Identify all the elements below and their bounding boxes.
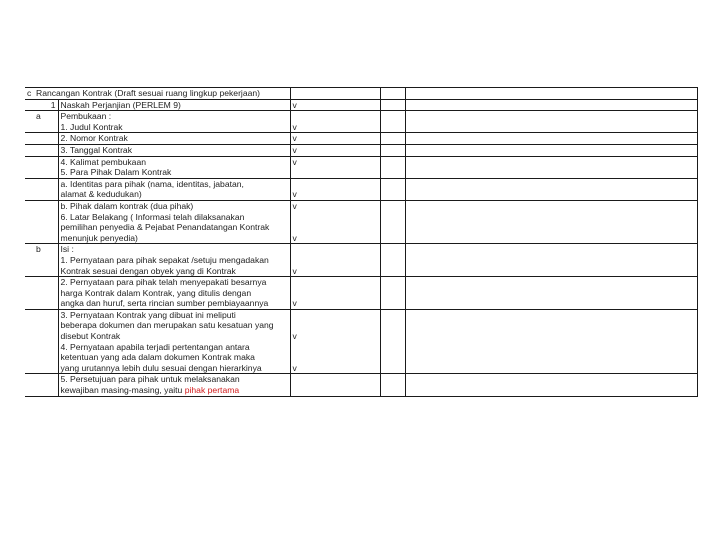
check-mark: v [290, 133, 380, 145]
row-text: 2. Pernyataan para pihak telah menyepakati besarnya harga Kontrak dalam Kontrak, yang ditulis dengan angka dan huruf, serta rincian sumber pembiayaannya [58, 277, 290, 310]
row-text: a. Identitas para pihak (nama, identitas, jabatan, alamat & kedudukan) [58, 178, 290, 200]
table-row [25, 99, 697, 111]
check-mark [290, 374, 380, 396]
table-row [25, 156, 697, 178]
row-text: Naskah Perjanjian (PERLEM 9) [58, 99, 290, 111]
section-title: Rancangan Kontrak (Draft sesuai ruang lingkup pekerjaan) [34, 88, 290, 100]
row-text: b. Pihak dalam kontrak (dua pihak) 6. Latar Belakang ( Informasi telah dilaksanakan pemilihan penyedia & Pejabat Penandatangan Kontrak menunjuk penyedia) [58, 200, 290, 243]
highlighted-text: pihak pertama [184, 385, 240, 396]
section-header-row [25, 88, 697, 100]
table-row [25, 144, 697, 156]
table-row [25, 178, 697, 200]
row-letter: b [34, 244, 58, 277]
table-row [25, 244, 697, 277]
table-row [25, 133, 697, 145]
table-row [25, 277, 697, 310]
section-letter: c [25, 88, 34, 100]
check-mark: v [290, 111, 380, 133]
row-number: 1 [34, 99, 58, 111]
row-text: 3. Tanggal Kontrak [58, 144, 290, 156]
contract-checklist-table [25, 87, 698, 397]
row-text: 2. Nomor Kontrak [58, 133, 290, 145]
table-row [25, 111, 697, 133]
check-mark: v [290, 277, 380, 310]
check-mark: v v [290, 309, 380, 374]
table-row [25, 200, 697, 243]
row-text: 4. Kalimat pembukaan 5. Para Pihak Dalam Kontrak [58, 156, 290, 178]
check-mark: v v [290, 200, 380, 243]
row-text: Pembukaan : 1. Judul Kontrak [58, 111, 290, 133]
check-mark: v [290, 99, 380, 111]
table-row [25, 374, 697, 396]
check-mark: v [290, 144, 380, 156]
row-text: 5. Persetujuan para pihak untuk melaksanakan kewajiban masing-masing, yaitu pihak pertama [58, 374, 290, 396]
row-text: 3. Pernyataan Kontrak yang dibuat ini meliputi beberapa dokumen dan merupakan satu kesatuan yang disebut Kontrak 4. Pernyataan apabila terjadi pertentangan antara ketentuan yang ada dalam dokumen Kontrak maka yang urutannya lebih dulu sesuai dengan hierarkinya [58, 309, 290, 374]
check-mark: v [290, 178, 380, 200]
check-mark: v [290, 244, 380, 277]
row-letter: a [34, 111, 58, 133]
table-row [25, 309, 697, 374]
check-mark: v [290, 156, 380, 178]
row-text: Isi : 1. Pernyataan para pihak sepakat /setuju mengadakan Kontrak sesuai dengan obyek yang di Kontrak [58, 244, 290, 277]
